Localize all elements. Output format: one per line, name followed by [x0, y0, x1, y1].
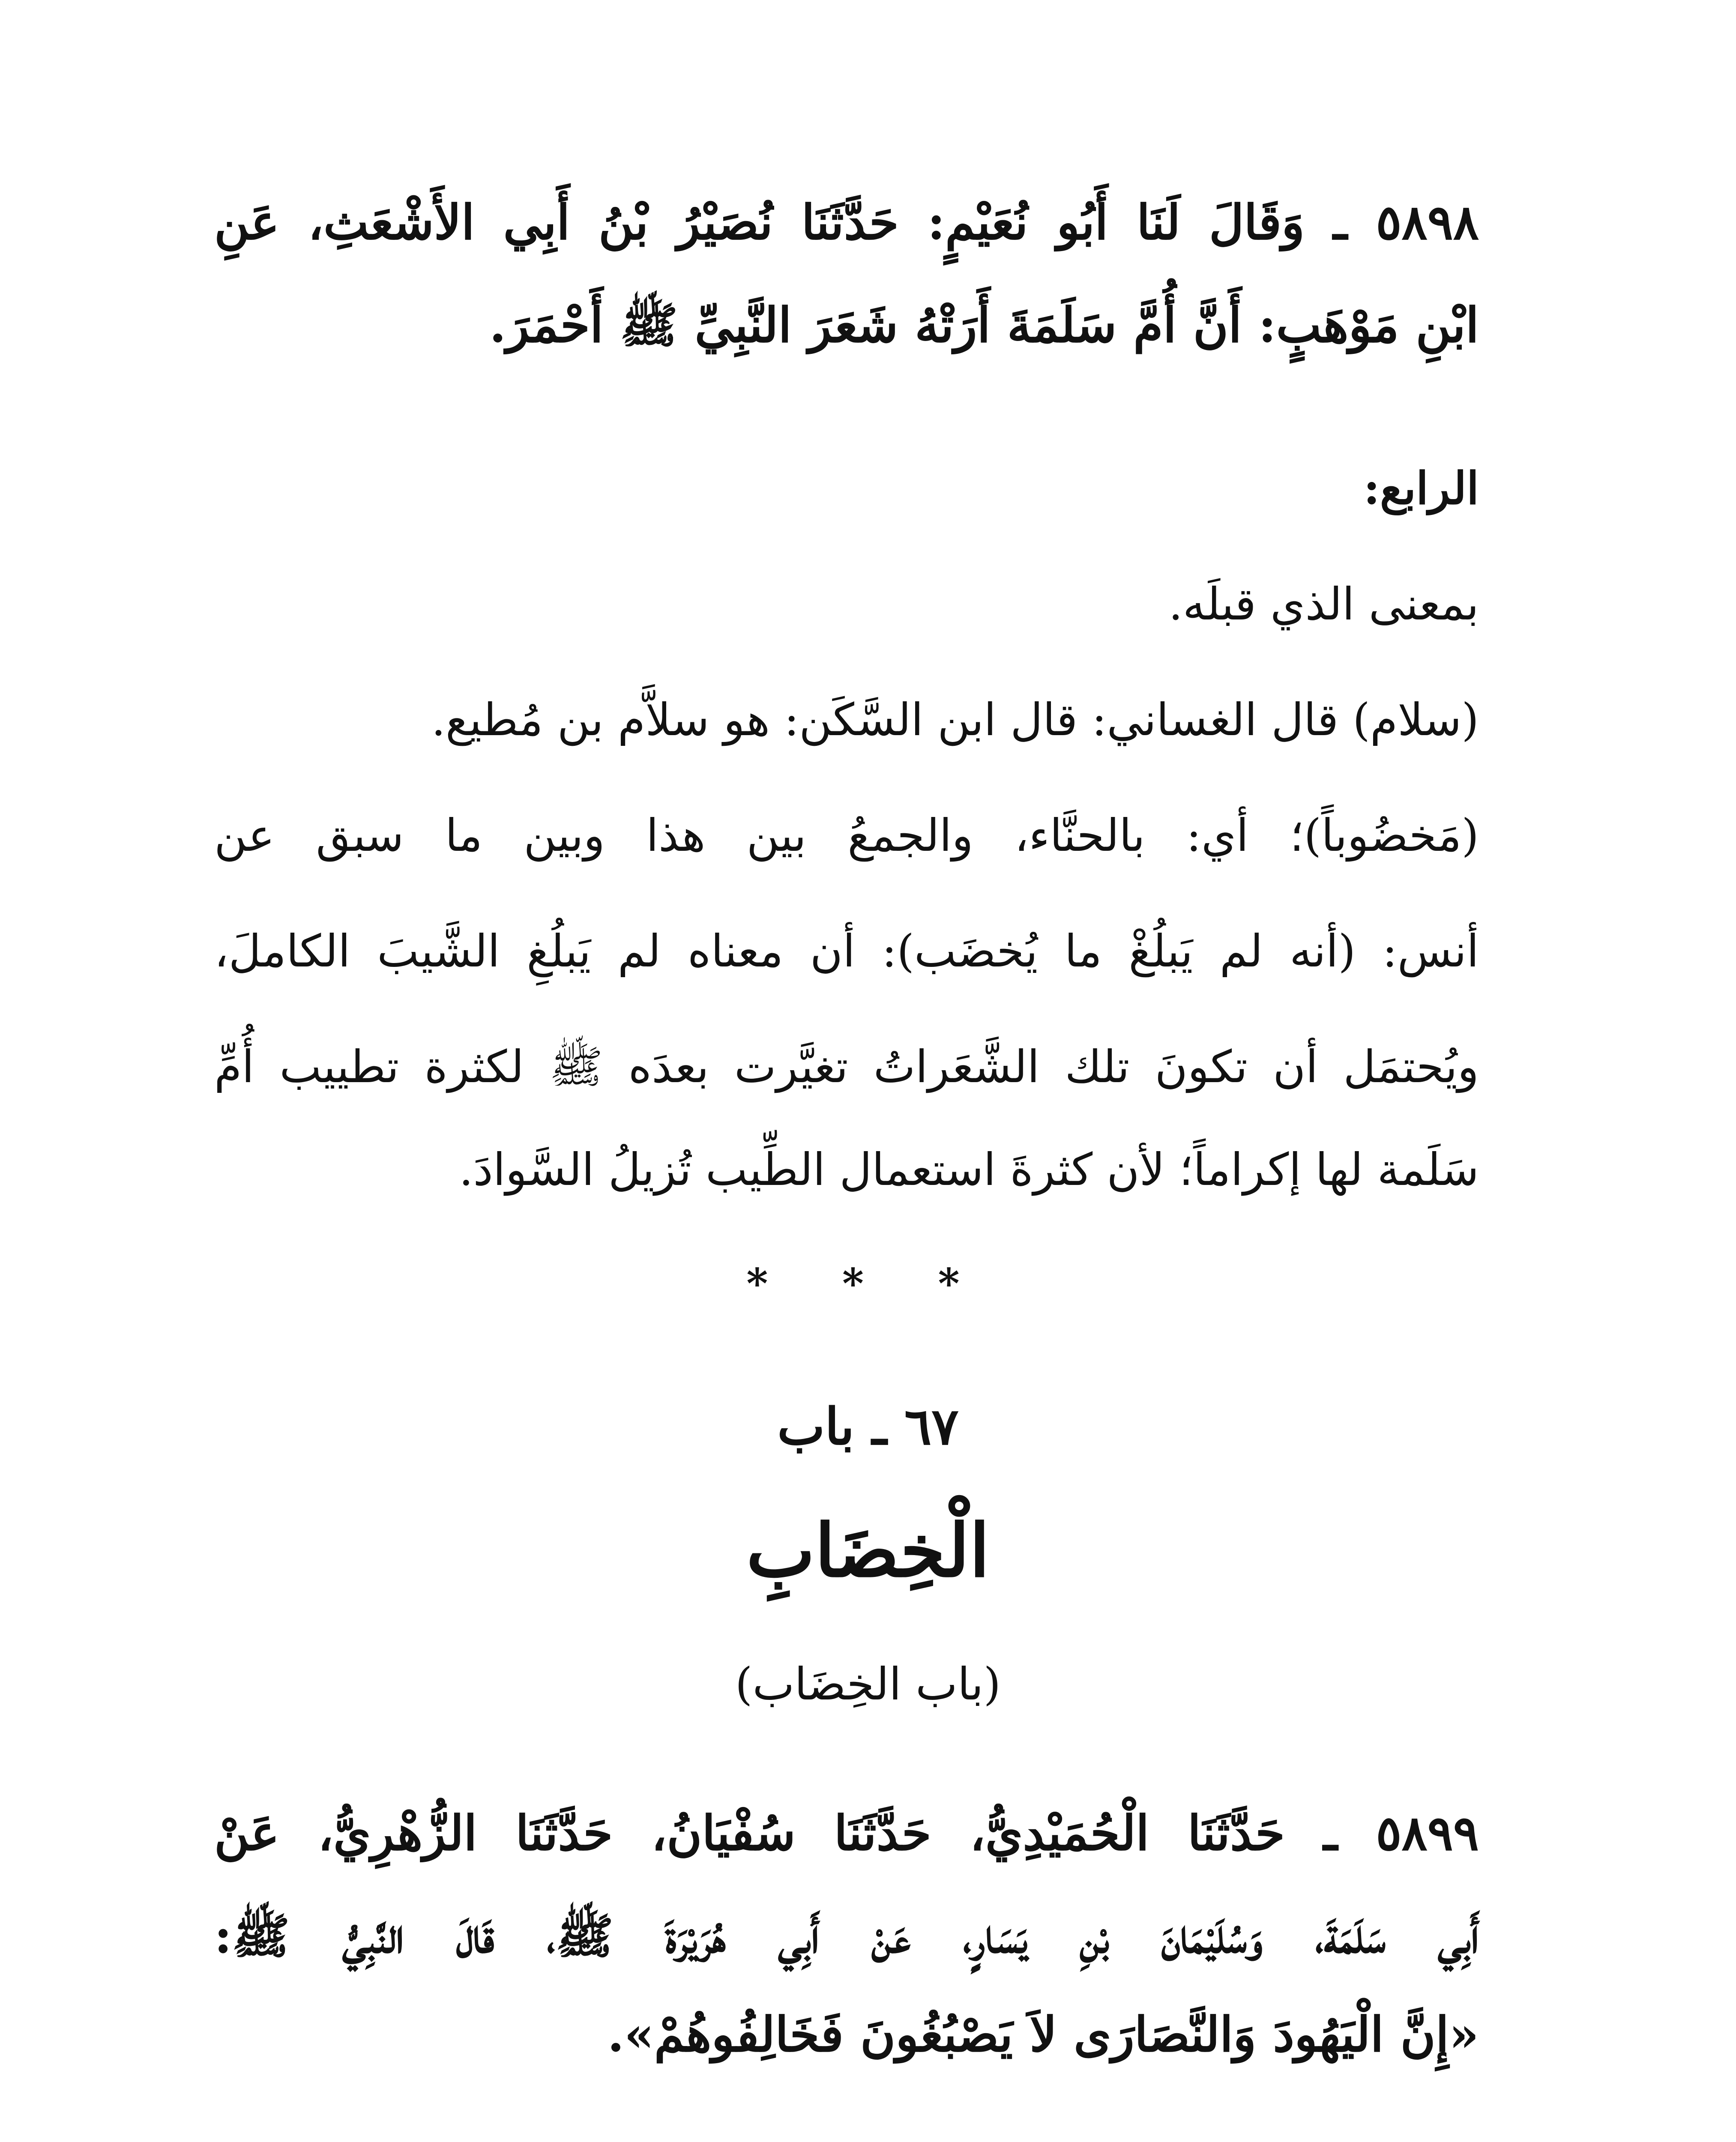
commentary-line-3: (مَخضُوباً)؛ أي: بالحنَّاء، والجمعُ بين هذا وبين ما سبق عن	[214, 809, 1479, 862]
commentary-heading: الرابع:	[1363, 462, 1479, 515]
commentary-line-6: سَلَمة لها إكراماً؛ لأن كثرةَ استعمال الطِّيب تُزيلُ السَّوادَ.	[459, 1143, 1479, 1196]
chapter-subtitle: (باب الخِضَاب)	[735, 1658, 1001, 1710]
hadith-5898-line-2: ابْنِ مَوْهَبٍ: أَنَّ أُمَّ سَلَمَةَ أَرَتْهُ شَعَرَ النَّبِيِّ ﷺ أَحْمَرَ.	[489, 297, 1479, 353]
commentary-line-2: (سلام) قال الغساني: قال ابن السَّكَن: هو سلاَّم بن مُطيع.	[431, 694, 1479, 746]
hadith-5898-line-1: ٥٨٩٨ ـ وَقَالَ لَنَا أَبُو نُعَيْمٍ: حَدَّثَنَا نُصَيْرُ بْنُ أَبِي الأَشْعَثِ، عَنِ	[214, 194, 1479, 251]
section-separator: * * *	[746, 1259, 990, 1308]
hadith-5899-line-3: «إِنَّ الْيَهُودَ وَالنَّصَارَى لاَ يَصْبُغُونَ فَخَالِفُوهُمْ».	[607, 2007, 1479, 2063]
commentary-line-4: أنس: (أنه لم يَبلُغْ ما يُخضَب): أن معناه لم يَبلُغِ الشَّيبَ الكاملَ،	[214, 925, 1479, 977]
chapter-number: ٦٧ ـ باب	[777, 1397, 959, 1456]
commentary-line-1: بمعنى الذي قبلَه.	[1168, 578, 1479, 630]
hadith-5899-line-2: أَبِي سَلَمَةَ، وَسُلَيْمَانَ بْنِ يَسَارٍ، عَنْ أَبِي هُرَيْرَةَ ﷺ، قَالَ النَّبِيُّ ﷺ:	[214, 1908, 1479, 1964]
chapter-title: الْخِضَابِ	[746, 1508, 990, 1594]
commentary-line-5: ويُحتمَل أن تكونَ تلك الشَّعَراتُ تغيَّرت بعدَه ﷺ لكثرة تطييب أُمِّ	[214, 1041, 1479, 1093]
hadith-5899-line-1: ٥٨٩٩ ـ حَدَّثَنَا الْحُمَيْدِيُّ، حَدَّثَنَا سُفْيَانُ، حَدَّثَنَا الزُّهْرِيُّ، عَنْ	[214, 1805, 1479, 1861]
